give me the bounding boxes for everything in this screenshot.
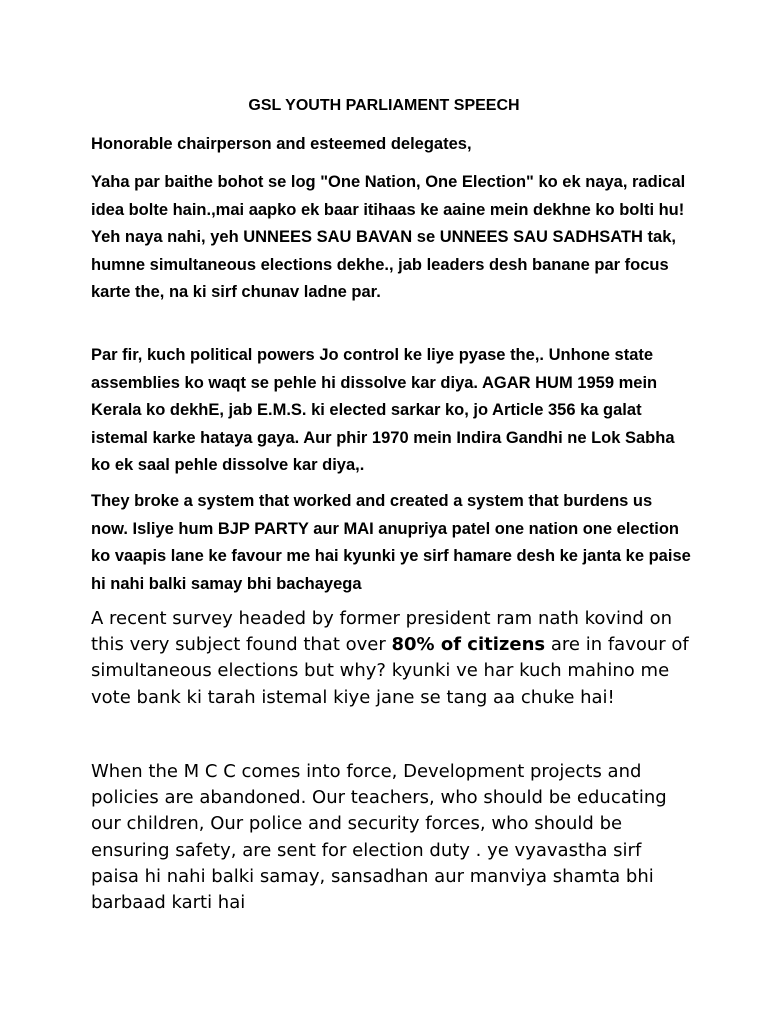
mcc-paragraph: When the M C C comes into force, Development projects and policies are abandoned. Our teachers, who should be educating our children, Our police and security forces, who should be ensuring safety, are sent for election duty . ye vyavastha sirf paisa hi nahi balki samay, sansadhan aur manviya shamta bhi barbaad karti hai (91, 761, 667, 914)
survey-paragraph (91, 606, 691, 711)
one-nation-paragraph: Yaha par baithe bohot se log "One Nation, One Election" ko ek naya, radical idea bolte hain.,mai aapko ek baar itihaas ke aaine mein dekhne ko bolti hu! Yeh naya nahi, yeh UNNEES SAU BAVAN se UNNEES SAU SADHSATH tak, humne simultaneous elections dekhe., jab leaders desh banane par focus karte the, na ki sirf chunav ladne par. (91, 173, 686, 301)
page-title: GSL YOUTH PARLIAMENT SPEECH (248, 97, 520, 114)
broke-system-paragraph: They broke a system that worked and created a system that burdens us now. Isliye hum BJP PARTY aur MAI anupriya patel one nation one election ko vaapis lane ke favour me hai kyunki ye sirf hamare desh ke janta ke paise hi nahi balki samay bhi bachayega (91, 492, 691, 593)
survey-text-after: are in favour of simultaneous elections but why? kyunki ve har kuch mahino me vote bank ki tarah istemal kiye jane se tang aa chuke hai! (91, 634, 689, 708)
salutation-paragraph: Honorable chairperson and esteemed delegates, (91, 135, 472, 153)
political-powers-paragraph: Par fir, kuch political powers Jo control ke liye pyase the,. Unhone state assemblies ko waqt se pehle hi dissolve kar diya. AGAR HUM 1959 mein Kerala ko dekhE, jab E.M.S. ki elected sarkar ko, jo Article 356 ka galat istemal karke hataya gaya. Aur phir 1970 mein Indira Gandhi ne Lok Sabha ko ek saal pehle dissolve kar diya,. (91, 346, 675, 474)
survey-text-before: A recent survey headed by former president ram nath kovind on this very subject found that over (91, 608, 672, 656)
survey-highlight: 80% of citizens (391, 634, 546, 656)
